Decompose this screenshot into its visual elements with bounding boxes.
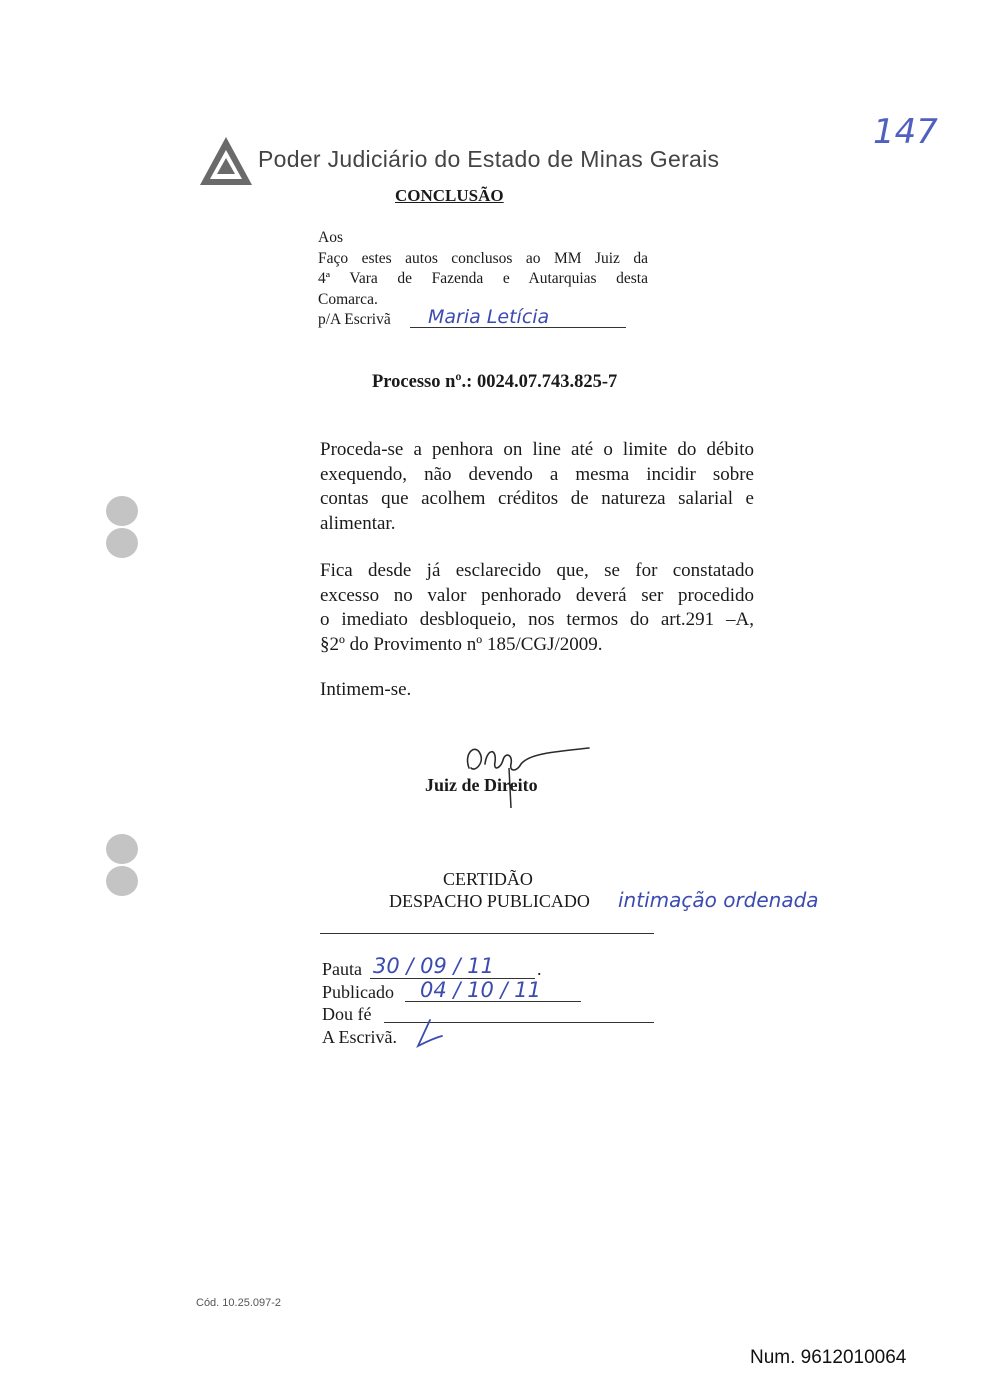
handwritten-note: intimação ordenada (618, 888, 819, 912)
conclusao-line: Comarca. (318, 290, 378, 308)
processo-number (372, 372, 617, 393)
certidao-divider (320, 933, 654, 934)
despacho-publicado: DESPACHO PUBLICADO (389, 891, 590, 911)
binder-hole-4 (106, 866, 138, 896)
judge-label: Juiz de Direito (425, 775, 538, 795)
form-code: Cód. 10.25.097-2 (196, 1297, 282, 1309)
conclusao-body (318, 228, 648, 310)
paragraph-line: o imediato desbloqueio, nos termos do art.291 –A, (320, 609, 754, 630)
publicado-label: Publicado (322, 982, 394, 1002)
court-logo-icon (197, 134, 255, 188)
dou-fe-label: Dou fé (322, 1004, 372, 1024)
paragraph-line: Proceda-se a penhora on line até o limite do débito (320, 439, 754, 460)
escriva-signature: Maria Letícia (428, 306, 550, 328)
binder-hole-1 (106, 496, 138, 526)
despacho-paragraph-1 (320, 438, 754, 536)
paragraph-line: excesso no valor penhorado deverá ser procedido (320, 584, 754, 606)
processo-value: 0024.07.743.825-7 (476, 372, 618, 392)
despacho-paragraph-2 (320, 559, 754, 657)
processo-label: Processo nº.: (372, 372, 473, 392)
judge-signature (455, 738, 595, 810)
binder-hole-3 (106, 834, 138, 864)
conclusao-line: Aos (318, 229, 343, 246)
closing-text: Intimem-se. (320, 679, 412, 700)
pauta-label: Pauta (322, 959, 362, 979)
pauta-value: 30 / 09 / 11 (373, 954, 495, 978)
publicado-value: 04 / 10 / 11 (420, 978, 542, 1002)
pauta-period: . (537, 959, 542, 979)
conclusao-line: Faço estes autos conclusos ao MM Juiz da (318, 249, 648, 267)
conclusao-line: 4ª Vara de Fazenda e Autarquias desta (318, 270, 648, 287)
binder-hole-2 (106, 528, 138, 558)
conclusao-title: CONCLUSÃO (395, 186, 504, 205)
certidao-escriva-label: A Escrivã. (322, 1027, 397, 1047)
paragraph-line: alimentar. (320, 512, 396, 534)
certidao-title: CERTIDÃO (443, 869, 533, 889)
escriva-initial-signature (408, 1016, 448, 1052)
paragraph-line: exequendo, não devendo a mesma incidir sobre (320, 463, 754, 485)
escriva-label: p/A Escrivã (318, 311, 391, 328)
paragraph-line: §2º do Provimento nº 185/CGJ/2009. (320, 633, 603, 655)
document-number: Num. 9612010064 (750, 1347, 907, 1368)
paragraph-line: Fica desde já esclarecido que, se for constatado (320, 560, 754, 581)
page-number-handwritten: 147 (873, 112, 938, 152)
paragraph-line: contas que acolhem créditos de natureza salarial e (320, 488, 754, 509)
court-name: Poder Judiciário do Estado de Minas Gerais (258, 146, 720, 172)
